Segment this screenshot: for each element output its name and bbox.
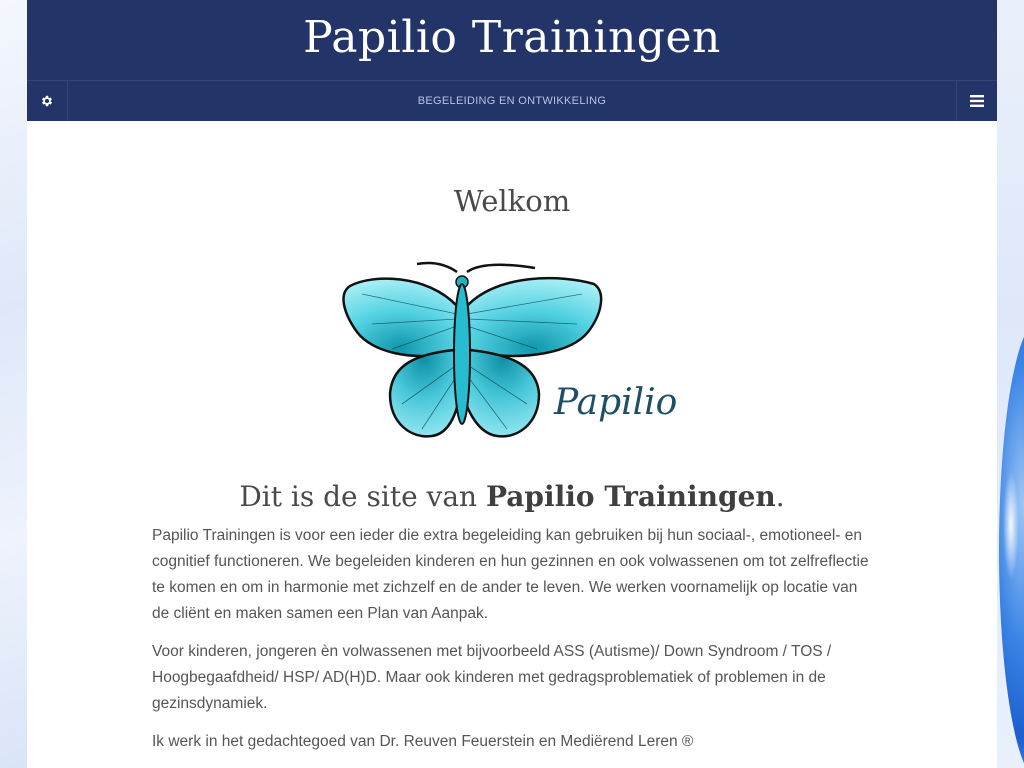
gear-icon xyxy=(40,94,54,108)
intro-heading xyxy=(152,480,872,513)
page-title: Welkom xyxy=(453,184,571,218)
site-container xyxy=(27,0,997,768)
logo-text: Papilio xyxy=(554,382,678,423)
menu-button[interactable] xyxy=(956,81,997,121)
site-title[interactable]: Papilio Trainingen xyxy=(303,11,721,63)
intro-heading-prefix: Dit is de site van xyxy=(239,480,486,513)
intro-paragraph-1: Papilio Trainingen is voor een ieder die extra begeleiding kan gebruiken bij hun sociaal-, emotioneel- en cognitief functioneren. We begeleiden kinderen en hun gezinnen en ook volwassenen om tot zelfreflectie te komen en om in harmonie met zichzelf en de ander te leven. We werken voornamelijk op locatie van de cliënt en maken samen een Plan van Aanpak. xyxy=(152,527,869,622)
nav-bar xyxy=(27,80,997,121)
background-right xyxy=(997,0,1024,768)
background-shine xyxy=(1003,470,1019,580)
butterfly-logo-image xyxy=(332,254,692,454)
settings-button[interactable] xyxy=(27,81,68,121)
hamburger-menu-icon xyxy=(970,95,984,107)
site-header xyxy=(27,0,997,80)
intro-paragraph-2: Voor kinderen, jongeren èn volwassenen met bijvoorbeeld ASS (Autisme)/ Down Syndroom / TOS / Hoogbegaafdheid/ HSP/ AD(H)D. Maar ook kinderen met gedragsproblematiek of problemen in de gezinsdynamiek. xyxy=(152,643,832,712)
background-left xyxy=(0,0,27,768)
papilio-logo xyxy=(152,254,872,454)
main-content xyxy=(27,184,997,755)
site-tagline: BEGELEIDING EN ONTWIKKELING xyxy=(417,95,607,107)
intro-heading-suffix: . xyxy=(775,480,785,513)
intro-paragraph-3: Ik werk in het gedachtegoed van Dr. Reuven Feuerstein en Mediërend Leren ® xyxy=(152,733,694,750)
intro-heading-strong: Papilio Trainingen xyxy=(485,480,776,513)
